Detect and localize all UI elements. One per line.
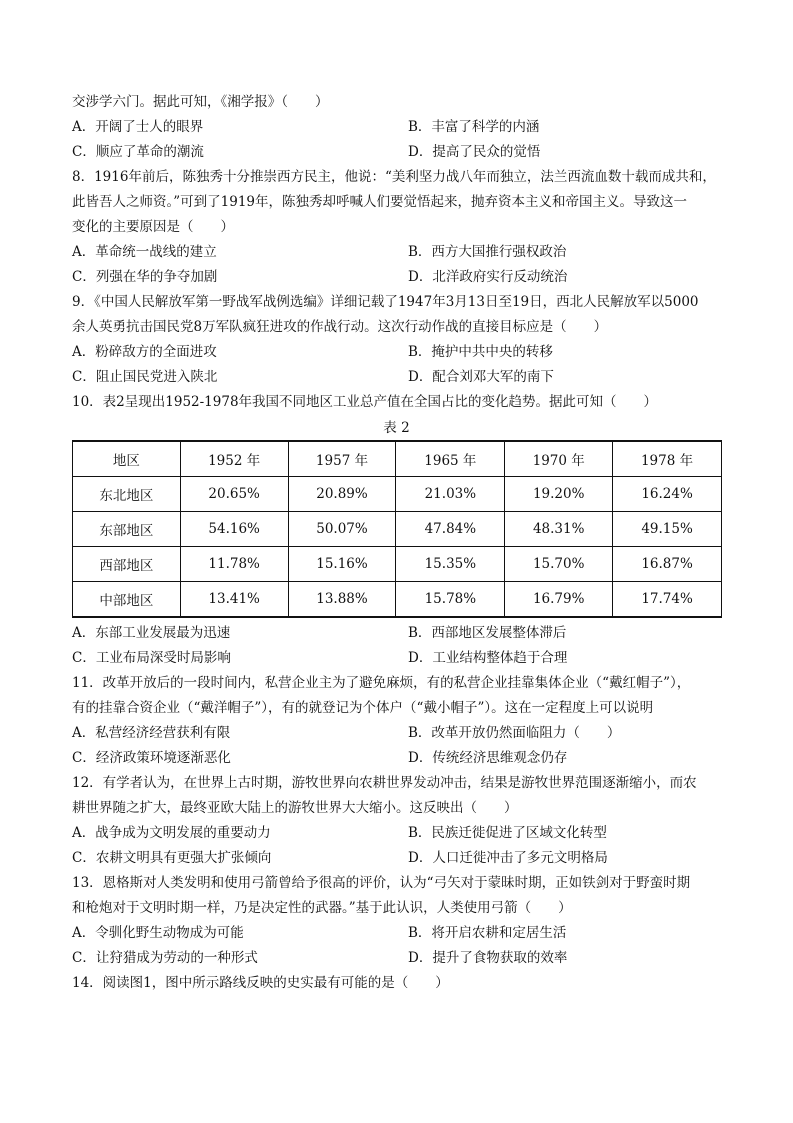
q9-option-a: A．粉碎敌方的全面进攻 xyxy=(72,344,217,360)
table-caption: 表 2 xyxy=(383,420,410,436)
table-cell: 东北地区 xyxy=(73,477,181,512)
q8-stem-line-3: 变化的主要原因是（ ） xyxy=(72,219,234,235)
q9-stem-line-2: 余人英勇抗击国民党8万军队疯狂进攻的作战行动。这次行动作战的直接目标应是（ ） xyxy=(72,319,608,335)
table-cell: 15.78% xyxy=(396,582,505,618)
table-cell: 48.31% xyxy=(505,512,613,547)
q13-stem-line-1: 13．恩格斯对人类发明和使用弓箭曾给予很高的评价，认为“弓矢对于蒙昧时期，正如铁剑对于野蛮时期 xyxy=(72,875,691,891)
table-row xyxy=(73,547,722,582)
q7-option-a: A．开阔了士人的眼界 xyxy=(72,119,204,135)
header-region: 地区 xyxy=(73,441,181,477)
q13-option-d: D．提升了食物获取的效率 xyxy=(408,950,568,966)
table-cell: 13.88% xyxy=(288,582,396,618)
q7-stem-tail: 交涉学六门。据此可知，《湘学报》（ ） xyxy=(72,94,329,110)
header-1952: 1952 年 xyxy=(180,441,288,477)
table-row xyxy=(73,512,722,547)
q11-option-b: B．改革开放仍然面临阻力（ ） xyxy=(408,725,621,741)
table-cell: 20.65% xyxy=(180,477,288,512)
header-1970: 1970 年 xyxy=(505,441,613,477)
q8-option-c: C．列强在华的争夺加剧 xyxy=(72,269,218,285)
table-row xyxy=(73,477,722,512)
table-cell: 16.79% xyxy=(505,582,613,618)
q13-option-c: C．让狩猎成为劳动的一种形式 xyxy=(72,950,258,966)
q10-option-b: B．西部地区发展整体滞后 xyxy=(408,625,567,641)
header-1965: 1965 年 xyxy=(396,441,505,477)
q8-option-d: D．北洋政府实行反动统治 xyxy=(408,269,568,285)
q7-option-c: C．顺应了革命的潮流 xyxy=(72,144,204,160)
table-cell: 15.70% xyxy=(505,547,613,582)
table-cell: 13.41% xyxy=(180,582,288,618)
table-cell: 中部地区 xyxy=(73,582,181,618)
q8-option-a: A．革命统一战线的建立 xyxy=(72,244,217,260)
q13-stem-line-2: 和枪炮对于文明时期一样，乃是决定性的武器。”基于此认识，人类使用弓箭（ ） xyxy=(72,900,572,916)
q9-option-b: B．掩护中共中央的转移 xyxy=(408,344,553,360)
q12-stem-line-2: 耕世界随之扩大，最终亚欧大陆上的游牧世界大大缩小。这反映出（ ） xyxy=(72,800,518,816)
table-cell: 54.16% xyxy=(180,512,288,547)
q9-stem-line-1: 9．《中国人民解放军第一野战军战例选编》详细记载了1947年3月13日至19日，西北人民解放军以5000 xyxy=(72,294,699,310)
q8-stem-line-2: 此皆吾人之师资。”可到了1919年，陈独秀却呼喊人们要觉悟起来，抛弃资本主义和帝国主义。导致这一 xyxy=(72,194,688,210)
table-cell: 11.78% xyxy=(180,547,288,582)
q10-option-c: C．工业布局深受时局影响 xyxy=(72,650,231,666)
table-cell: 20.89% xyxy=(288,477,396,512)
table-cell: 15.35% xyxy=(396,547,505,582)
q10-stem: 10．表2呈现出1952-1978年我国不同地区工业总产值在全国占比的变化趋势。据此可知（ ） xyxy=(72,394,658,410)
q12-option-c: C．农耕文明具有更强大扩张倾向 xyxy=(72,850,272,866)
table-cell: 17.74% xyxy=(613,582,722,618)
q13-option-b: B．将开启农耕和定居生活 xyxy=(408,925,567,941)
q11-option-d: D．传统经济思维观念仍存 xyxy=(408,750,568,766)
q9-option-c: C．阻止国民党进入陕北 xyxy=(72,369,218,385)
table-cell: 19.20% xyxy=(505,477,613,512)
q9-option-d: D．配合刘邓大军的南下 xyxy=(408,369,554,385)
q11-option-a: A．私营经济经营获利有限 xyxy=(72,725,231,741)
table-cell: 47.84% xyxy=(396,512,505,547)
q13-option-a: A．令驯化野生动物成为可能 xyxy=(72,925,244,941)
table-cell: 50.07% xyxy=(288,512,396,547)
header-1957: 1957 年 xyxy=(288,441,396,477)
table-cell: 16.24% xyxy=(613,477,722,512)
table-cell: 15.16% xyxy=(288,547,396,582)
table-header-row xyxy=(73,441,722,477)
q8-stem-line-1: 8．1916年前后，陈独秀十分推崇西方民主，他说：“美利坚力战八年而独立，法兰西流血数十载而成共和， xyxy=(72,169,716,185)
table-cell: 西部地区 xyxy=(73,547,181,582)
table-cell: 49.15% xyxy=(613,512,722,547)
industry-share-table xyxy=(72,440,722,618)
q12-option-d: D．人口迁徙冲击了多元文明格局 xyxy=(408,850,608,866)
q14-stem: 14．阅读图1，图中所示路线反映的史实最有可能的是（ ） xyxy=(72,975,449,991)
q12-option-a: A．战争成为文明发展的重要动力 xyxy=(72,825,271,841)
header-1978: 1978 年 xyxy=(613,441,722,477)
q11-option-c: C．经济政策环境逐渐恶化 xyxy=(72,750,231,766)
q12-option-b: B．民族迁徙促进了区域文化转型 xyxy=(408,825,607,841)
table-row xyxy=(73,582,722,618)
table-cell: 16.87% xyxy=(613,547,722,582)
q7-option-b: B．丰富了科学的内涵 xyxy=(408,119,540,135)
table-cell: 东部地区 xyxy=(73,512,181,547)
q8-option-b: B．西方大国推行强权政治 xyxy=(408,244,567,260)
q10-option-a: A．东部工业发展最为迅速 xyxy=(72,625,231,641)
q7-option-d: D．提高了民众的觉悟 xyxy=(408,144,541,160)
q11-stem-line-2: 有的挂靠合资企业（“戴洋帽子”），有的就登记为个体户（“戴小帽子”）。这在一定程度上可以说明 xyxy=(72,700,654,716)
q12-stem-line-1: 12．有学者认为，在世界上古时期，游牧世界向农耕世界发动冲击，结果是游牧世界范围逐渐缩小，而农 xyxy=(72,775,697,791)
q10-option-d: D．工业结构整体趋于合理 xyxy=(408,650,568,666)
table-cell: 21.03% xyxy=(396,477,505,512)
q11-stem-line-1: 11．改革开放后的一段时间内，私营企业主为了避免麻烦，有的私营企业挂靠集体企业（“戴红帽子”）， xyxy=(72,675,691,691)
